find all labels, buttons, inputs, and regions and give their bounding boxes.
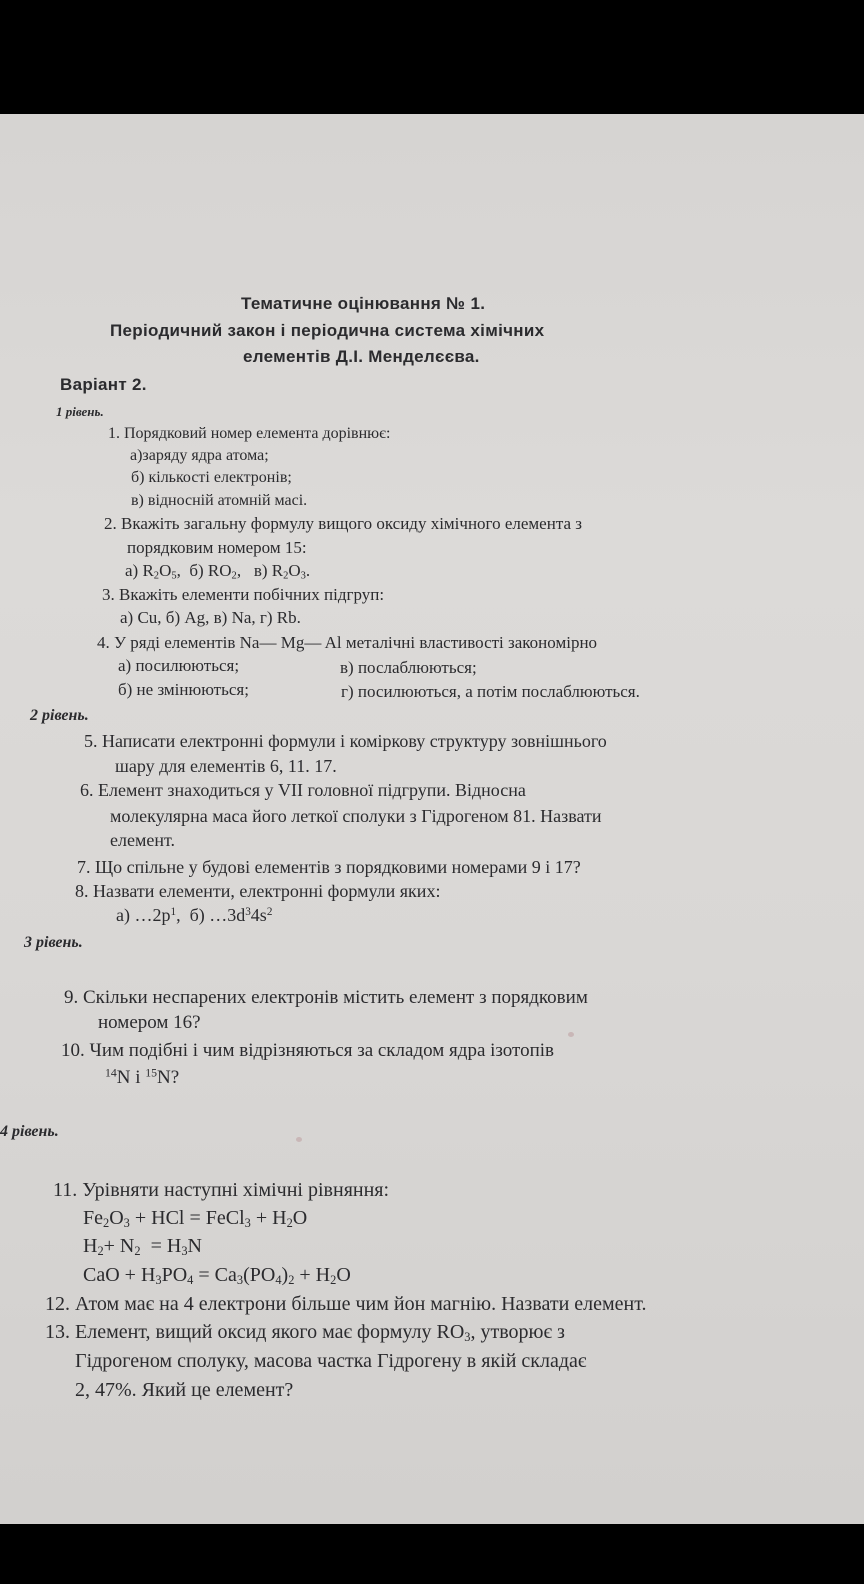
subtitle-line-1: Періодичний закон і періодична система хімічних [110,321,545,340]
q1-option-b: б) кількості електронів; [131,469,292,486]
question-8: 8. Назвати елементи, електронні формули яких: [75,881,441,901]
question-13-line-3: 2, 47%. Який це елемент? [75,1379,294,1401]
q4-option-b: б) не змінюються; [118,680,249,699]
level-3-heading: 3 рівень. [24,934,83,951]
question-6-line-3: елемент. [110,830,175,850]
question-9-line-1: 9. Скільки неспарених електронів містить елемент з порядковим [64,987,588,1008]
equation-2: $H_2+ N_2 = H_3N$ [83,1235,202,1259]
q4-option-d: г) посилюються, а потім послаблюються. [341,682,640,701]
variant-label: Варіант 2. [60,375,147,394]
question-5-line-1: 5. Написати електронні формули і коміркову структуру зовнішнього [84,731,607,751]
q4-option-c: в) послаблюються; [340,658,477,677]
question-2-line-2: порядковим номером 15: [127,538,307,557]
paper-smudge [568,1032,574,1037]
question-6-line-2: молекулярна маса його леткої сполуки з Гідрогеном 81. Назвати [110,806,602,826]
q8-options: а) $\dots 2p^1$, б) $\dots 3d^34s^2$ [116,905,273,925]
paper-smudge [296,1137,302,1142]
level-2-heading: 2 рівень. [30,707,89,724]
question-12: 12. Атом має на 4 електрони більше чим йон магнію. Назвати елемент. [45,1293,647,1315]
level-1-heading: 1 рівень. [56,404,104,419]
question-1: 1. Порядковий номер елемента дорівнює: [108,425,391,442]
question-10-line-2: $^{14}$N і $^{15}$N? [105,1066,180,1088]
question-7: 7. Що спільне у будові елементів з порядковими номерами 9 і 17? [77,857,581,877]
question-3: 3. Вкажіть елементи побічних підгруп: [102,585,385,604]
question-13-line-1: 13. Елемент, вищий оксид якого має формулу $RO_3$, утворює з [45,1321,565,1345]
equation-1: $Fe_2O_3$ + HCl = FeCl$_3$ + $H_2O$ [83,1207,308,1231]
question-11: 11. Урівняти наступні хімічні рівняння: [53,1179,390,1201]
q4-option-a: а) посилюються; [118,656,240,675]
equation-3: CaO + $H_3PO_4 = Ca_3(PO_4)_2 + H_2O$ [83,1264,351,1288]
question-2-line-1: 2. Вкажіть загальну формулу вищого оксиду хімічного елемента з [104,514,582,533]
q1-option-a: а)заряду ядра атома; [130,447,269,464]
question-9-line-2: номером 16? [98,1012,201,1033]
question-5-line-2: шару для елементів 6, 11. 17. [115,756,337,776]
q3-options: а) Cu, б) Ag, в) Na, г) Rb. [120,608,301,627]
level-4-heading: 4 рівень. [0,1123,59,1140]
page-title: Тематичне оцінювання № 1. [241,294,486,313]
question-4: 4. У ряді елементів Na— Mg— Al металічні властивості закономірно [97,633,598,652]
q1-option-c: в) відносній атомній масі. [131,492,308,509]
subtitle-line-2: елементів Д.І. Менделєєва. [243,347,480,366]
question-6-line-1: 6. Елемент знаходиться у VII головної підгрупи. Відносна [80,780,526,800]
q2-options: а) $R_2O_5$, б) $RO_2$, в) $R_2O_3$. [125,561,311,582]
question-13-line-2: Гідрогеном сполуку, масова частка Гідрогену в якій складає [75,1350,587,1372]
question-10-line-1: 10. Чим подібні і чим відрізняються за складом ядра ізотопів [61,1040,555,1061]
